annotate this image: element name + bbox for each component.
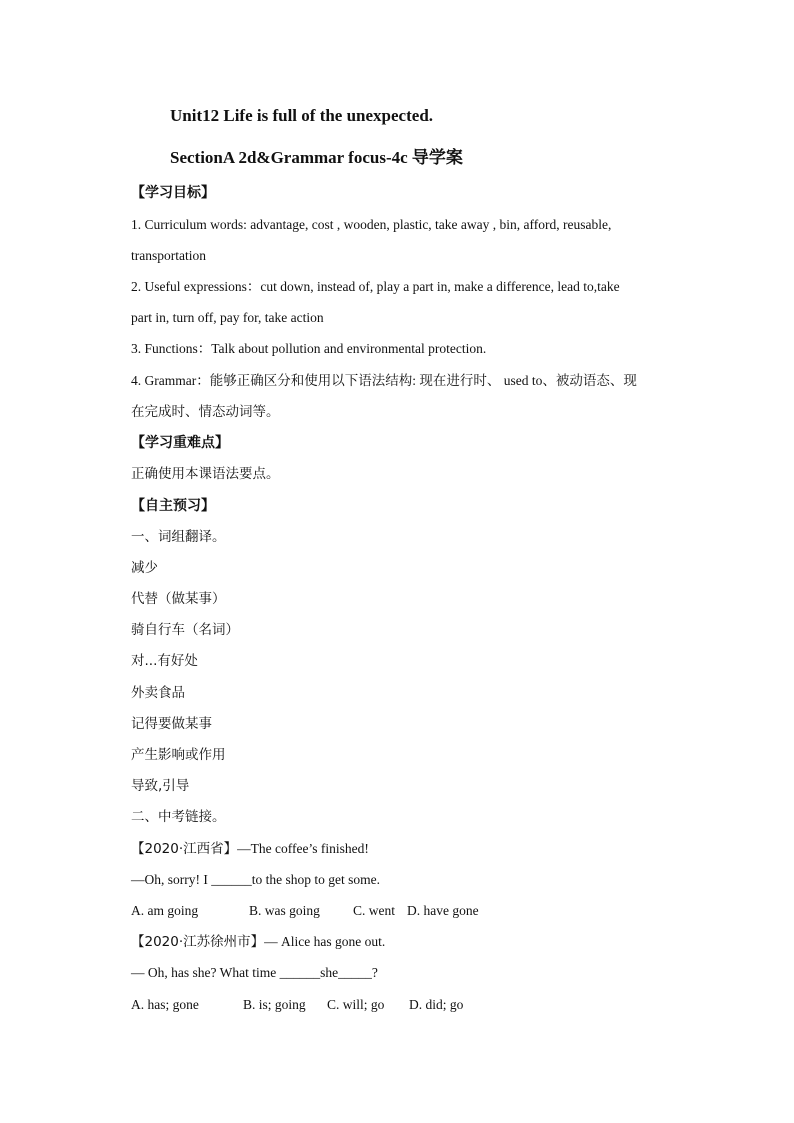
phrase-item: 减少 xyxy=(131,560,158,576)
objective-grammar: 4. Grammar：能够正确区分和使用以下语法结构: 现在进行时、 used to、被动语态、现 xyxy=(131,373,637,388)
objective-grammar-cont: 在完成时、情态动词等。 xyxy=(131,404,280,420)
unit-title: Unit12 Life is full of the unexpected. xyxy=(170,106,434,125)
option-b: B. is; going xyxy=(243,997,306,1012)
exam-question-1-options xyxy=(131,902,671,920)
exam-question-1-line1: —The coffee’s finished! xyxy=(237,841,369,856)
exam-link-title: 二、中考链接。 xyxy=(131,809,226,825)
exam-question-1-source: 【2020·江西省】 xyxy=(131,841,238,857)
exam-question-2-prompt xyxy=(131,933,671,951)
section-title: SectionA 2d&Grammar focus-4c 导学案 xyxy=(170,148,463,167)
key-points-heading: 【学习重难点】 xyxy=(131,435,229,451)
objective-curriculum-words: 1. Curriculum words: advantage, cost , wooden, plastic, take away , bin, afford, reusable, xyxy=(131,217,612,232)
phrase-translation-title: 一、词组翻译。 xyxy=(131,529,226,545)
option-d: D. have gone xyxy=(407,903,479,918)
objective-curriculum-words-cont: transportation xyxy=(131,248,206,263)
phrase-item: 产生影响或作用 xyxy=(131,747,226,763)
key-points-text: 正确使用本课语法要点。 xyxy=(131,466,280,482)
phrase-item: 代替（做某事） xyxy=(131,591,226,607)
exam-question-1-prompt xyxy=(131,840,671,858)
option-a: A. has; gone xyxy=(131,997,199,1012)
objectives-heading: 【学习目标】 xyxy=(131,185,215,201)
exam-question-2-source: 【2020·江苏徐州市】 xyxy=(131,934,265,950)
objective-functions: 3. Functions：Talk about pollution and environmental protection. xyxy=(131,341,487,356)
phrase-item: 对...有好处 xyxy=(131,653,198,669)
objective-useful-expressions: 2. Useful expressions：cut down, instead of, play a part in, make a difference, lead to,take xyxy=(131,279,620,294)
phrase-item: 记得要做某事 xyxy=(131,716,212,732)
option-c: C. will; go xyxy=(327,997,385,1012)
exam-question-2-line1: — Alice has gone out. xyxy=(264,934,386,949)
preview-heading: 【自主预习】 xyxy=(131,498,215,514)
phrase-item: 导致,引导 xyxy=(131,778,190,794)
option-d: D. did; go xyxy=(409,997,464,1012)
option-c: C. went xyxy=(353,903,395,918)
option-a: A. am going xyxy=(131,903,199,918)
exam-question-2-options xyxy=(131,996,671,1014)
phrase-item: 外卖食品 xyxy=(131,685,185,701)
objective-useful-expressions-cont: part in, turn off, pay for, take action xyxy=(131,310,324,325)
exam-question-2-line2: — Oh, has she? What time ______she_____? xyxy=(131,965,378,980)
option-b: B. was going xyxy=(249,903,320,918)
phrase-item: 骑自行车（名词） xyxy=(131,622,239,638)
exam-question-1-line2: —Oh, sorry! I ______to the shop to get some. xyxy=(131,872,380,887)
